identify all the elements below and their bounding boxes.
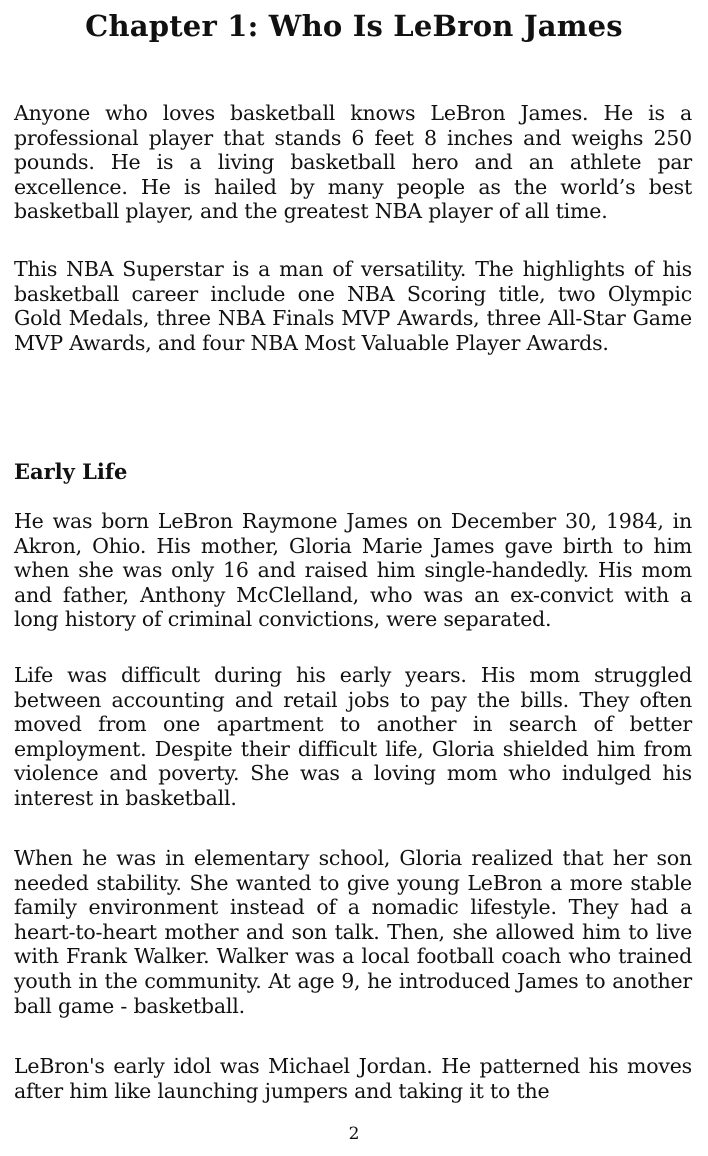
intro-paragraph-2: This NBA Superstar is a man of versatility. The highlights of his basketball career include one NBA Scoring title, two Olympic Gold Medals, three NBA Finals MVP Awards, three All-Star Game MVP Awards, and four NBA Most Valuable Player Awards. [14,257,692,355]
section-heading: Early Life [14,459,128,484]
section-paragraph-1: He was born LeBron Raymone James on December 30, 1984, in Akron, Ohio. His mother, Gloria Marie James gave birth to him when she was only 16 and raised him single-handedly. His mom and father, Anthony McClelland, who was an ex-convict with a long history of criminal convictions, were separated. [14,509,692,632]
page-number: 2 [348,1124,360,1144]
section-paragraph-4: LeBron's early idol was Michael Jordan. He patterned his moves after him like launching jumpers and taking it to the [14,1054,692,1103]
section-paragraph-3: When he was in elementary school, Gloria realized that her son needed stability. She wanted to give young LeBron a more stable family environment instead of a nomadic lifestyle. They had a heart-to-heart mother and son talk. Then, she allowed him to live with Frank Walker. Walker was a local football coach who trained youth in the community. At age 9, he introduced James to another ball game - basketball. [14,846,692,1018]
intro-paragraph-1: Anyone who loves basketball knows LeBron James. He is a professional player that stands 6 feet 8 inches and weighs 250 pounds. He is a living basketball hero and an athlete par excellence. He is hailed by many people as the world’s best basketball player, and the greatest NBA player of all time. [14,101,692,224]
section-paragraph-2: Life was difficult during his early years. His mom struggled between accounting and retail jobs to pay the bills. They often moved from one apartment to another in search of better employment. Despite their difficult life, Gloria shielded him from violence and poverty. She was a loving mom who indulged his interest in basketball. [14,663,692,810]
chapter-title: Chapter 1: Who Is LeBron James [85,9,623,43]
